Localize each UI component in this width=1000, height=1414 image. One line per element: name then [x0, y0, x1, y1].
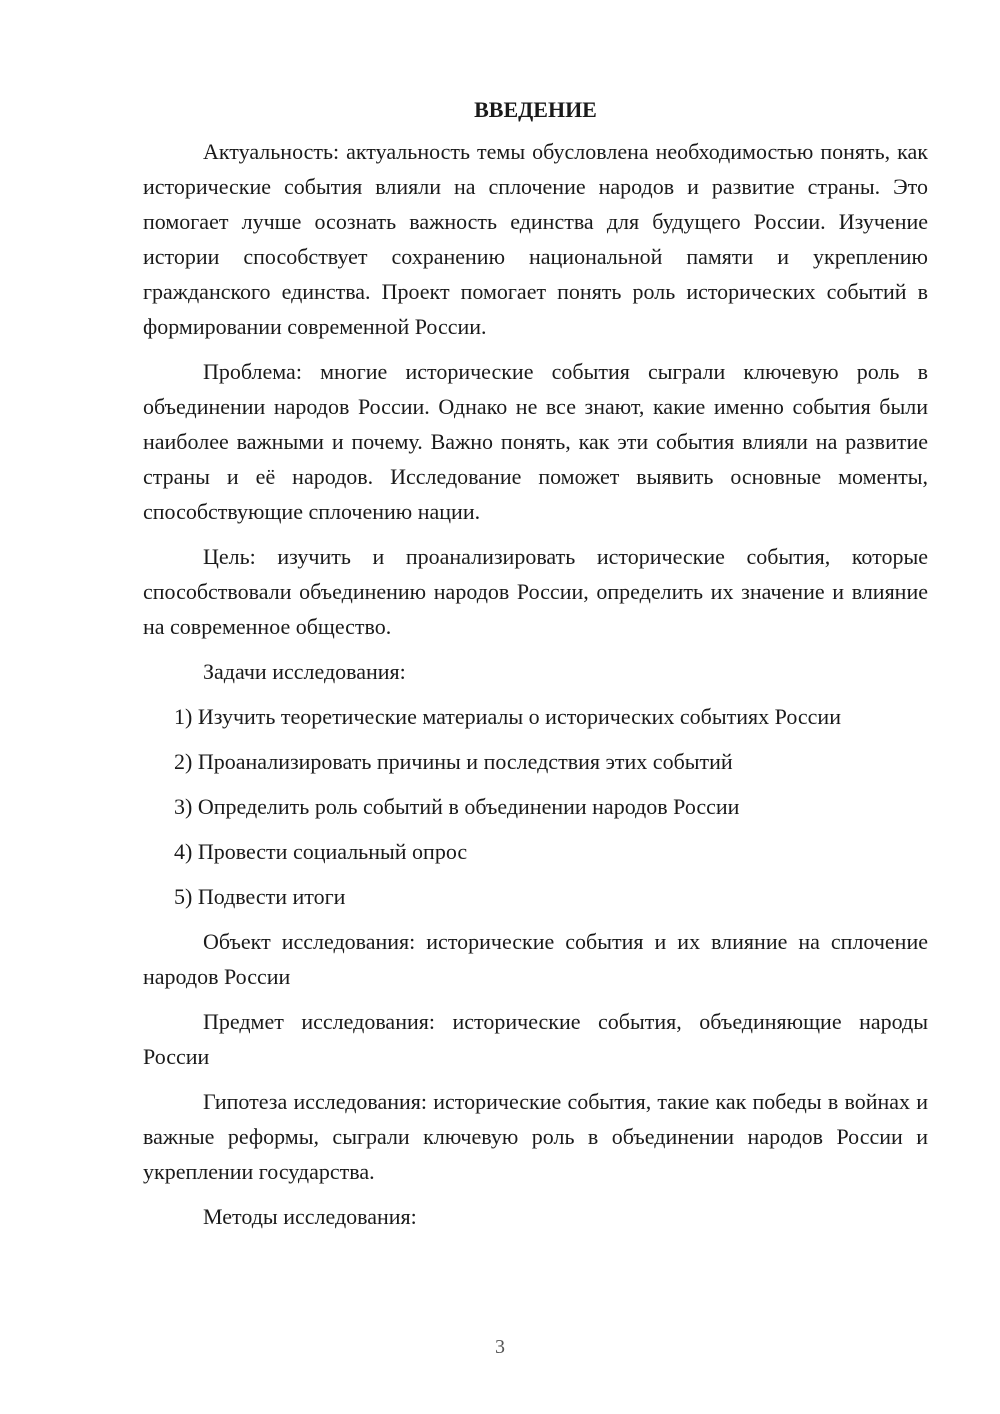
paragraph-problem: Проблема: многие исторические события сыграли ключевую роль в объединении народов России. Однако не все знают, какие именно события были наиболее важными и почему. Важно понять, как эти события влияли на развитие страны и её народов. Исследование поможет выявить основные моменты, способствующие сплочению нации. [143, 359, 928, 524]
section-title: ВВЕДЕНИЕ [474, 97, 597, 122]
task-list [143, 699, 928, 914]
paragraph-subject: Предмет исследования: исторические события, объединяющие народы России [143, 1009, 928, 1069]
list-item: 2) Проанализировать причины и последствия этих событий [174, 749, 733, 774]
paragraph-relevance: Актуальность: актуальность темы обусловлена необходимостью понять, как исторические события влияли на сплочение народов и развитие страны. Это помогает лучше осознать важность единства для будущего России. Изучение истории способствует сохранению национальной памяти и укреплению гражданского единства. Проект помогает понять роль исторических событий в формировании современной России. [143, 139, 928, 339]
paragraph-object: Объект исследования: исторические события и их влияние на сплочение народов России [143, 929, 928, 989]
list-item: 1) Изучить теоретические материалы о исторических событиях России [174, 704, 841, 729]
paragraph-hypothesis: Гипотеза исследования: исторические события, такие как победы в войнах и важные реформы, сыграли ключевую роль в объединении народов России и укреплении государства. [143, 1089, 928, 1184]
paragraph-goal: Цель: изучить и проанализировать исторические события, которые способствовали объединению народов России, определить их значение и влияние на современное общество. [143, 544, 928, 639]
document-page [143, 94, 928, 1244]
list-item: 3) Определить роль событий в объединении народов России [174, 794, 740, 819]
methods-heading: Методы исследования: [203, 1204, 417, 1229]
page-number: 3 [495, 1336, 505, 1358]
list-item: 4) Провести социальный опрос [174, 839, 468, 864]
list-item: 5) Подвести итоги [174, 884, 346, 909]
tasks-heading: Задачи исследования: [203, 659, 406, 684]
